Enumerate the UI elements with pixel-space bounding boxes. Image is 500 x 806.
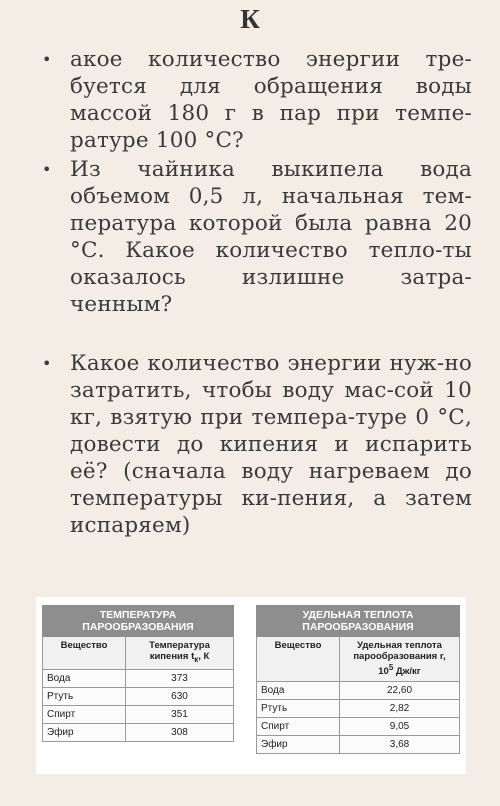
table-row: Эфир 3,68: [257, 736, 460, 754]
bullet-icon: •: [42, 160, 52, 179]
reference-tables: [36, 597, 466, 774]
table-caption: ТЕМПЕРАТУРА ПАРООБРАЗОВАНИЯ: [43, 606, 234, 637]
table-row: Спирт 9,05: [257, 718, 460, 736]
vaporization-heat-table: [256, 605, 460, 754]
page-heading: К: [240, 4, 260, 34]
task-text: акое количество энергии тре-буется для обращения воды массой 180 г в пар при темпе-ратуре 100 °С?: [70, 47, 472, 153]
table-row: Ртуть 630: [43, 688, 234, 706]
table-row: Эфир 308: [43, 724, 234, 742]
bullet-icon: •: [42, 354, 52, 373]
task-item: [42, 350, 472, 539]
column-header-value: Температура кипения $t_к$, К: [126, 637, 234, 670]
table-row: Спирт 351: [43, 706, 234, 724]
table-row: Вода 373: [43, 670, 234, 688]
task-item: [42, 46, 472, 154]
column-header-value: Удельная теплота парообразования r, $10^5$ Дж/кг: [340, 637, 460, 682]
column-header-substance: Вещество: [257, 637, 340, 682]
table-row: Ртуть 2,82: [257, 700, 460, 718]
task-item: [42, 156, 472, 318]
table-row: Вода 22,60: [257, 682, 460, 700]
bullet-icon: •: [42, 50, 52, 69]
column-header-substance: Вещество: [43, 637, 126, 670]
task-text: Из чайника выкипела вода объемом 0,5 л, начальная тем-пература которой была равна 20 °С. Какое количество тепло-ты оказалось излишне затра-ченным?: [70, 157, 472, 317]
boiling-temperature-table: [42, 605, 234, 742]
task-text: Какое количество энергии нуж-но затратить, чтобы воду мас-сой 10 кг, взятую при темпера-туре 0 °С, довести до кипения и испарить её? (сначала воду нагреваем до температуры ки-пения, а затем испаряем): [70, 351, 472, 538]
table-caption: УДЕЛЬНАЯ ТЕПЛОТА ПАРООБРАЗОВАНИЯ: [257, 606, 460, 637]
